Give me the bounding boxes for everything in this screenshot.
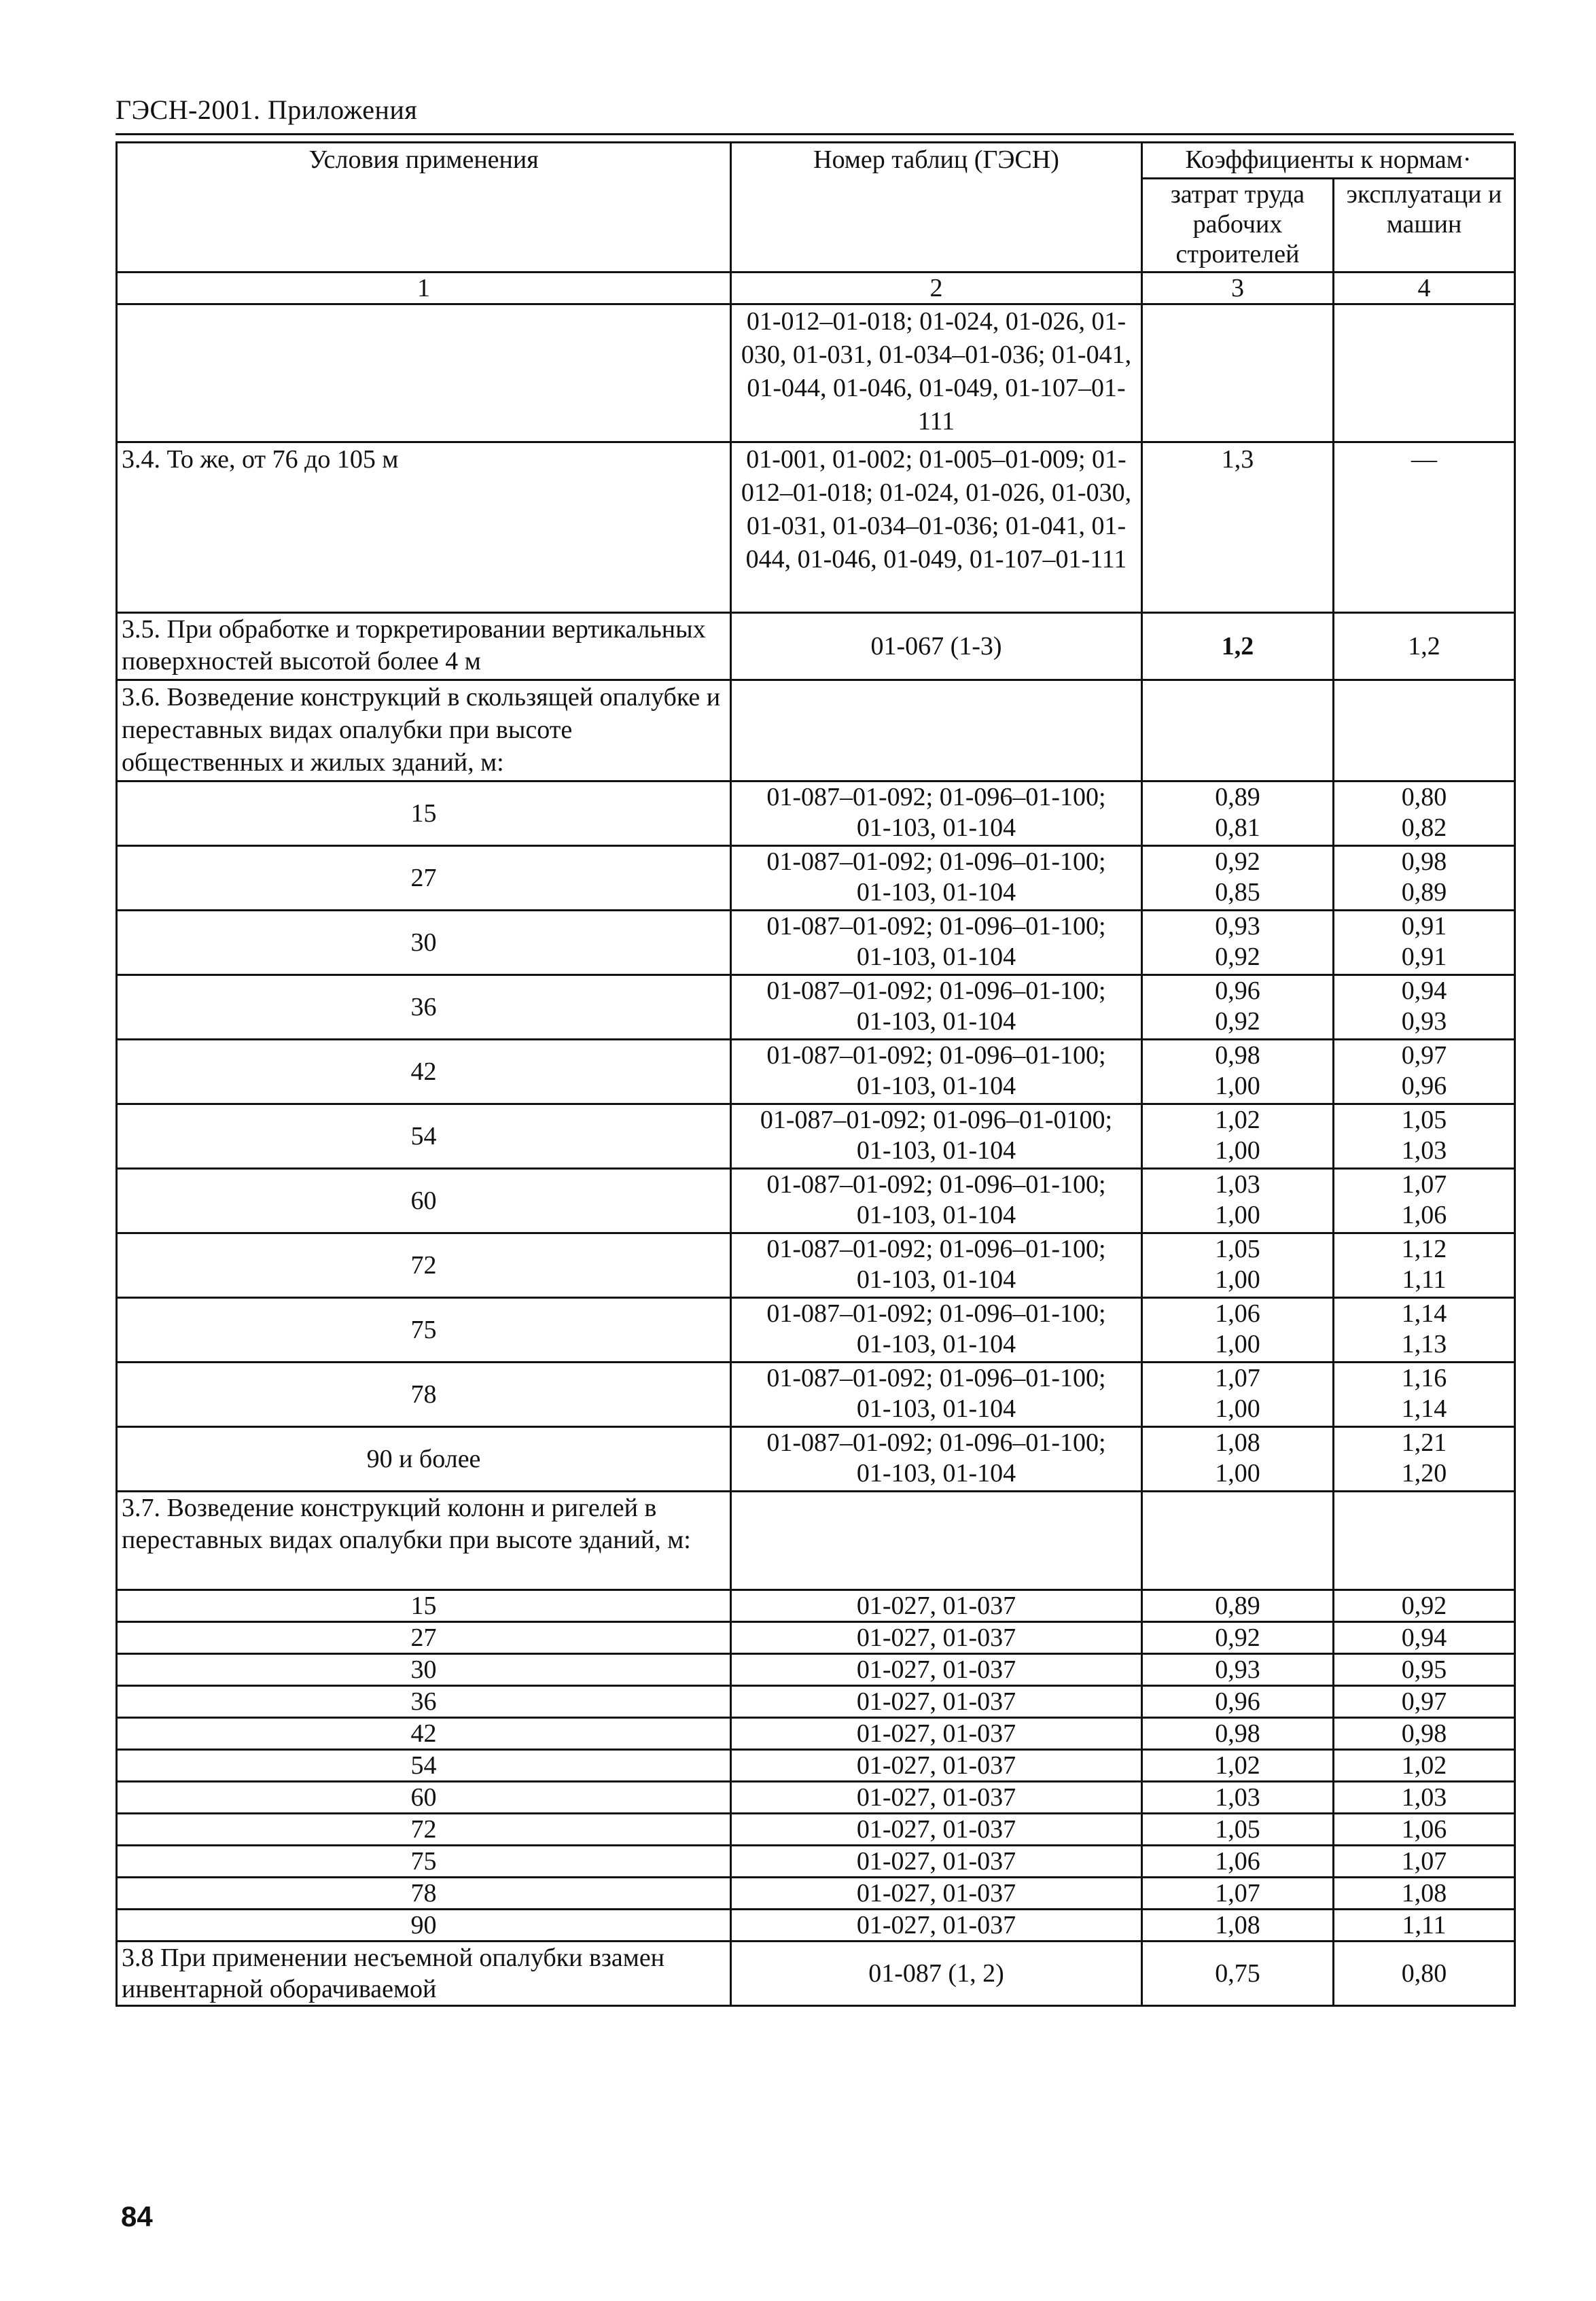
table-row (117, 1622, 1515, 1654)
machines-value: 1,12 (1401, 1235, 1447, 1263)
column-number: 1 (117, 273, 731, 304)
table-row (117, 1040, 1515, 1104)
machines-cell (1334, 1104, 1515, 1169)
machines-value: 1,05 (1401, 1106, 1447, 1134)
labor-value: 0,92 (1215, 1007, 1260, 1036)
tables-cell (731, 1363, 1142, 1427)
tables-cell: 01-087 (1, 2) (731, 1942, 1142, 2006)
machines-value: 0,80 (1401, 783, 1447, 811)
tables-line: 01-087–01-092; 01-096–01-100; (766, 1364, 1106, 1392)
machines-cell (1334, 304, 1515, 442)
height-cell (117, 1233, 731, 1298)
machines-value: 1,20 (1401, 1459, 1447, 1488)
machines-cell: 0,80 (1334, 1942, 1515, 2006)
machines-value: 0,91 (1401, 912, 1447, 941)
machines-cell (1334, 1298, 1515, 1363)
height-value: 30 (410, 928, 437, 957)
tables-line: 01-103, 01-104 (856, 1459, 1016, 1488)
tables-cell (731, 911, 1142, 975)
machines-value: 1,14 (1401, 1394, 1447, 1423)
machines-cell: 1,02 (1334, 1750, 1515, 1782)
labor-value: 0,89 (1215, 783, 1260, 811)
tables-cell (731, 781, 1142, 846)
tables-line: 01-103, 01-104 (856, 1330, 1016, 1358)
machines-cell (1334, 975, 1515, 1040)
tables-line: 01-103, 01-104 (856, 1201, 1016, 1229)
height-cell (117, 1427, 731, 1492)
height-cell (117, 975, 731, 1040)
machines-cell: 0,97 (1334, 1686, 1515, 1718)
labor-cell (1142, 911, 1334, 975)
tables-cell: 01-001, 01-002; 01-005–01-009; 01-012–01-018; 01-024, 01-026, 01-030, 01-031, 01-034–01-036; 01-041, 01-044, 01-046, 01-049, 01-107–01-111 (731, 442, 1142, 613)
height-cell (117, 1363, 731, 1427)
machines-cell: 1,11 (1334, 1910, 1515, 1942)
machines-cell (1334, 1492, 1515, 1590)
height-value: 15 (410, 798, 437, 828)
height-value: 27 (410, 863, 437, 892)
tables-line: 01-087–01-092; 01-096–01-0100; (760, 1106, 1113, 1134)
labor-value: 1,00 (1215, 1459, 1260, 1488)
section-title-row (117, 1492, 1515, 1590)
header-labor: затрат труда рабочих строителей (1142, 178, 1334, 272)
machines-value: 1,11 (1402, 1265, 1447, 1294)
tables-cell (731, 1492, 1142, 1590)
labor-cell: 1,06 (1142, 1846, 1334, 1878)
table-row (117, 1169, 1515, 1233)
height-cell: 90 (117, 1910, 731, 1942)
height-cell: 72 (117, 1814, 731, 1846)
labor-value: 1,03 (1215, 1170, 1260, 1199)
machines-cell: 1,2 (1334, 613, 1515, 680)
labor-cell (1142, 1427, 1334, 1492)
table-row (117, 1782, 1515, 1814)
machines-cell (1334, 1363, 1515, 1427)
tables-cell (731, 1040, 1142, 1104)
header-conditions: Условия применения (117, 143, 731, 273)
height-value: 78 (410, 1380, 437, 1409)
tables-cell: 01-027, 01-037 (731, 1686, 1142, 1718)
tables-cell (731, 975, 1142, 1040)
machines-cell (1334, 1427, 1515, 1492)
tables-line: 01-103, 01-104 (856, 943, 1016, 971)
page-number: 84 (121, 2200, 153, 2232)
height-value: 54 (410, 1121, 437, 1150)
machines-cell (1334, 680, 1515, 781)
labor-value: 1,05 (1215, 1235, 1260, 1263)
labor-cell (1142, 975, 1334, 1040)
table-row (117, 1814, 1515, 1846)
labor-value: 0,92 (1215, 943, 1260, 971)
running-head: ГЭСН-2001. Приложения (116, 94, 418, 125)
tables-cell: 01-067 (1-3) (731, 613, 1142, 680)
tables-cell: 01-027, 01-037 (731, 1590, 1142, 1622)
height-cell: 78 (117, 1878, 731, 1910)
section-title-row (117, 680, 1515, 781)
labor-cell (1142, 304, 1334, 442)
height-value: 36 (410, 992, 437, 1021)
machines-value: 1,13 (1401, 1330, 1447, 1358)
height-cell: 30 (117, 1654, 731, 1686)
column-number: 2 (731, 273, 1142, 304)
labor-cell: 1,3 (1142, 442, 1334, 613)
labor-value: 1,00 (1215, 1201, 1260, 1229)
labor-cell: 1,03 (1142, 1782, 1334, 1814)
machines-cell: 0,92 (1334, 1590, 1515, 1622)
column-number-row (117, 273, 1515, 304)
machines-value: 1,16 (1401, 1364, 1447, 1392)
labor-value: 1,00 (1215, 1136, 1260, 1165)
tables-line: 01-087–01-092; 01-096–01-100; (766, 1170, 1106, 1199)
tables-line: 01-103, 01-104 (856, 878, 1016, 907)
labor-cell (1142, 1298, 1334, 1363)
tables-line: 01-087–01-092; 01-096–01-100; (766, 1235, 1106, 1263)
tables-cell (731, 846, 1142, 911)
table-header-row (117, 143, 1515, 179)
header-rule (116, 133, 1514, 135)
column-number: 3 (1142, 273, 1334, 304)
machines-cell: 1,08 (1334, 1878, 1515, 1910)
tables-cell (731, 1104, 1142, 1169)
tables-cell: 01-027, 01-037 (731, 1878, 1142, 1910)
labor-value: 0,96 (1215, 977, 1260, 1005)
labor-value: 0,85 (1215, 878, 1260, 907)
tables-line: 01-103, 01-104 (856, 1136, 1016, 1165)
table-row (117, 442, 1515, 613)
condition-cell: 3.5. При обработке и торкретировании вертикальных поверхностей высотой более 4 м (117, 613, 731, 680)
labor-cell (1142, 846, 1334, 911)
table-row (117, 613, 1515, 680)
table-row (117, 1942, 1515, 2006)
header-machines: эксплуатаци и машин (1334, 178, 1515, 272)
labor-value: 0,81 (1215, 813, 1260, 842)
tables-cell: 01-027, 01-037 (731, 1814, 1142, 1846)
tables-cell: 01-027, 01-037 (731, 1846, 1142, 1878)
labor-cell: 0,89 (1142, 1590, 1334, 1622)
table-row (117, 1104, 1515, 1169)
tables-line: 01-087–01-092; 01-096–01-100; (766, 847, 1106, 876)
height-cell (117, 1040, 731, 1104)
machines-value: 0,96 (1401, 1072, 1447, 1100)
tables-line: 01-103, 01-104 (856, 1394, 1016, 1423)
height-cell (117, 1104, 731, 1169)
tables-line: 01-087–01-092; 01-096–01-100; (766, 912, 1106, 941)
table-row (117, 1590, 1515, 1622)
tables-cell (731, 1169, 1142, 1233)
table-row (117, 1718, 1515, 1750)
machines-value: 0,91 (1401, 943, 1447, 971)
table-row (117, 1750, 1515, 1782)
table-row (117, 1910, 1515, 1942)
height-cell (117, 1169, 731, 1233)
table-row (117, 1846, 1515, 1878)
machines-cell: 1,07 (1334, 1846, 1515, 1878)
labor-cell: 1,05 (1142, 1814, 1334, 1846)
height-value: 42 (410, 1057, 437, 1086)
height-cell: 60 (117, 1782, 731, 1814)
labor-cell: 0,92 (1142, 1622, 1334, 1654)
table-row (117, 975, 1515, 1040)
labor-cell (1142, 781, 1334, 846)
labor-value: 0,93 (1215, 912, 1260, 941)
tables-line: 01-087–01-092; 01-096–01-100; (766, 1041, 1106, 1070)
tables-line: 01-103, 01-104 (856, 1007, 1016, 1036)
coefficients-table (116, 141, 1516, 2007)
table-row (117, 1363, 1515, 1427)
machines-cell: 0,95 (1334, 1654, 1515, 1686)
labor-cell: 1,07 (1142, 1878, 1334, 1910)
machines-cell (1334, 846, 1515, 911)
machines-value: 0,98 (1401, 847, 1447, 876)
tables-cell: 01-027, 01-037 (731, 1622, 1142, 1654)
tables-line: 01-087–01-092; 01-096–01-100; (766, 1428, 1106, 1457)
condition-cell: 3.8 При применении несъемной опалубки взамен инвентарной оборачиваемой (117, 1942, 731, 2006)
tables-cell (731, 1298, 1142, 1363)
labor-cell (1142, 1233, 1334, 1298)
section-3-6-title: 3.6. Возведение конструкций в скользящей опалубке и переставных видах опалубки при высоте общественных и жилых зданий, м: (117, 680, 731, 781)
height-value: 60 (410, 1186, 437, 1215)
table-row (117, 1878, 1515, 1910)
height-value: 90 и более (366, 1444, 481, 1473)
condition-cell (117, 304, 731, 442)
table-row (117, 1427, 1515, 1492)
labor-cell: 1,2 (1142, 613, 1334, 680)
tables-line: 01-103, 01-104 (856, 813, 1016, 842)
machines-cell (1334, 1040, 1515, 1104)
tables-cell: 01-027, 01-037 (731, 1750, 1142, 1782)
condition-cell: 3.4. То же, от 76 до 105 м (117, 442, 731, 613)
height-value: 72 (410, 1250, 437, 1280)
tables-line: 01-087–01-092; 01-096–01-100; (766, 1299, 1106, 1328)
table-row (117, 1654, 1515, 1686)
table-row (117, 1298, 1515, 1363)
height-cell (117, 1298, 731, 1363)
table-row (117, 304, 1515, 442)
machines-value: 1,14 (1401, 1299, 1447, 1328)
machines-cell: 1,03 (1334, 1782, 1515, 1814)
labor-value: 0,92 (1215, 847, 1260, 876)
tables-cell: 01-027, 01-037 (731, 1910, 1142, 1942)
machines-value: 0,93 (1401, 1007, 1447, 1036)
machines-value: 0,82 (1401, 813, 1447, 842)
height-cell: 75 (117, 1846, 731, 1878)
height-cell: 36 (117, 1686, 731, 1718)
height-value: 75 (410, 1315, 437, 1344)
machines-cell (1334, 1233, 1515, 1298)
machines-value: 1,03 (1401, 1136, 1447, 1165)
tables-cell: 01-012–01-018; 01-024, 01-026, 01-030, 01-031, 01-034–01-036; 01-041, 01-044, 01-046, 01-049, 01-107–01-111 (731, 304, 1142, 442)
labor-value: 0,98 (1215, 1041, 1260, 1070)
tables-cell (731, 680, 1142, 781)
labor-cell: 0,75 (1142, 1942, 1334, 2006)
labor-cell: 0,93 (1142, 1654, 1334, 1686)
machines-cell: 0,94 (1334, 1622, 1515, 1654)
header-coefficients: Коэффициенты к нормам· (1142, 143, 1515, 179)
height-cell: 54 (117, 1750, 731, 1782)
labor-value: 1,00 (1215, 1394, 1260, 1423)
labor-value: 1,07 (1215, 1364, 1260, 1392)
labor-cell (1142, 1492, 1334, 1590)
machines-cell: 0,98 (1334, 1718, 1515, 1750)
labor-cell: 1,08 (1142, 1910, 1334, 1942)
height-cell: 15 (117, 1590, 731, 1622)
tables-cell: 01-027, 01-037 (731, 1654, 1142, 1686)
labor-value: 1,00 (1215, 1330, 1260, 1358)
machines-cell (1334, 781, 1515, 846)
height-cell (117, 846, 731, 911)
column-number: 4 (1334, 273, 1515, 304)
machines-value: 1,07 (1401, 1170, 1447, 1199)
labor-cell (1142, 1169, 1334, 1233)
machines-cell (1334, 1169, 1515, 1233)
table-row (117, 911, 1515, 975)
labor-value: 1,00 (1215, 1072, 1260, 1100)
section-3-7-title: 3.7. Возведение конструкций колонн и ригелей в переставных видах опалубки при высоте зданий, м: (117, 1492, 731, 1590)
machines-cell: 1,06 (1334, 1814, 1515, 1846)
machines-value: 0,89 (1401, 878, 1447, 907)
labor-cell: 1,02 (1142, 1750, 1334, 1782)
machines-value: 1,06 (1401, 1201, 1447, 1229)
height-cell: 42 (117, 1718, 731, 1750)
tables-cell: 01-027, 01-037 (731, 1782, 1142, 1814)
labor-value: 1,02 (1215, 1106, 1260, 1134)
machines-value: 1,21 (1401, 1428, 1447, 1457)
table-row (117, 846, 1515, 911)
labor-value: 1,06 (1215, 1299, 1260, 1328)
tables-cell: 01-027, 01-037 (731, 1718, 1142, 1750)
height-cell (117, 781, 731, 846)
labor-cell (1142, 1104, 1334, 1169)
machines-cell: — (1334, 442, 1515, 613)
tables-line: 01-103, 01-104 (856, 1265, 1016, 1294)
labor-value: 1,00 (1215, 1265, 1260, 1294)
table-row (117, 781, 1515, 846)
labor-cell: 0,98 (1142, 1718, 1334, 1750)
labor-cell (1142, 680, 1334, 781)
table-row (117, 1686, 1515, 1718)
tables-line: 01-087–01-092; 01-096–01-100; (766, 783, 1106, 811)
height-cell (117, 911, 731, 975)
height-cell: 27 (117, 1622, 731, 1654)
tables-cell (731, 1427, 1142, 1492)
tables-line: 01-087–01-092; 01-096–01-100; (766, 977, 1106, 1005)
labor-cell (1142, 1363, 1334, 1427)
machines-value: 0,94 (1401, 977, 1447, 1005)
labor-cell (1142, 1040, 1334, 1104)
header-table-numbers: Номер таблиц (ГЭСН) (731, 143, 1142, 273)
tables-line: 01-103, 01-104 (856, 1072, 1016, 1100)
table-row (117, 1233, 1515, 1298)
machines-cell (1334, 911, 1515, 975)
labor-value: 1,08 (1215, 1428, 1260, 1457)
tables-cell (731, 1233, 1142, 1298)
machines-value: 0,97 (1401, 1041, 1447, 1070)
labor-cell: 0,96 (1142, 1686, 1334, 1718)
